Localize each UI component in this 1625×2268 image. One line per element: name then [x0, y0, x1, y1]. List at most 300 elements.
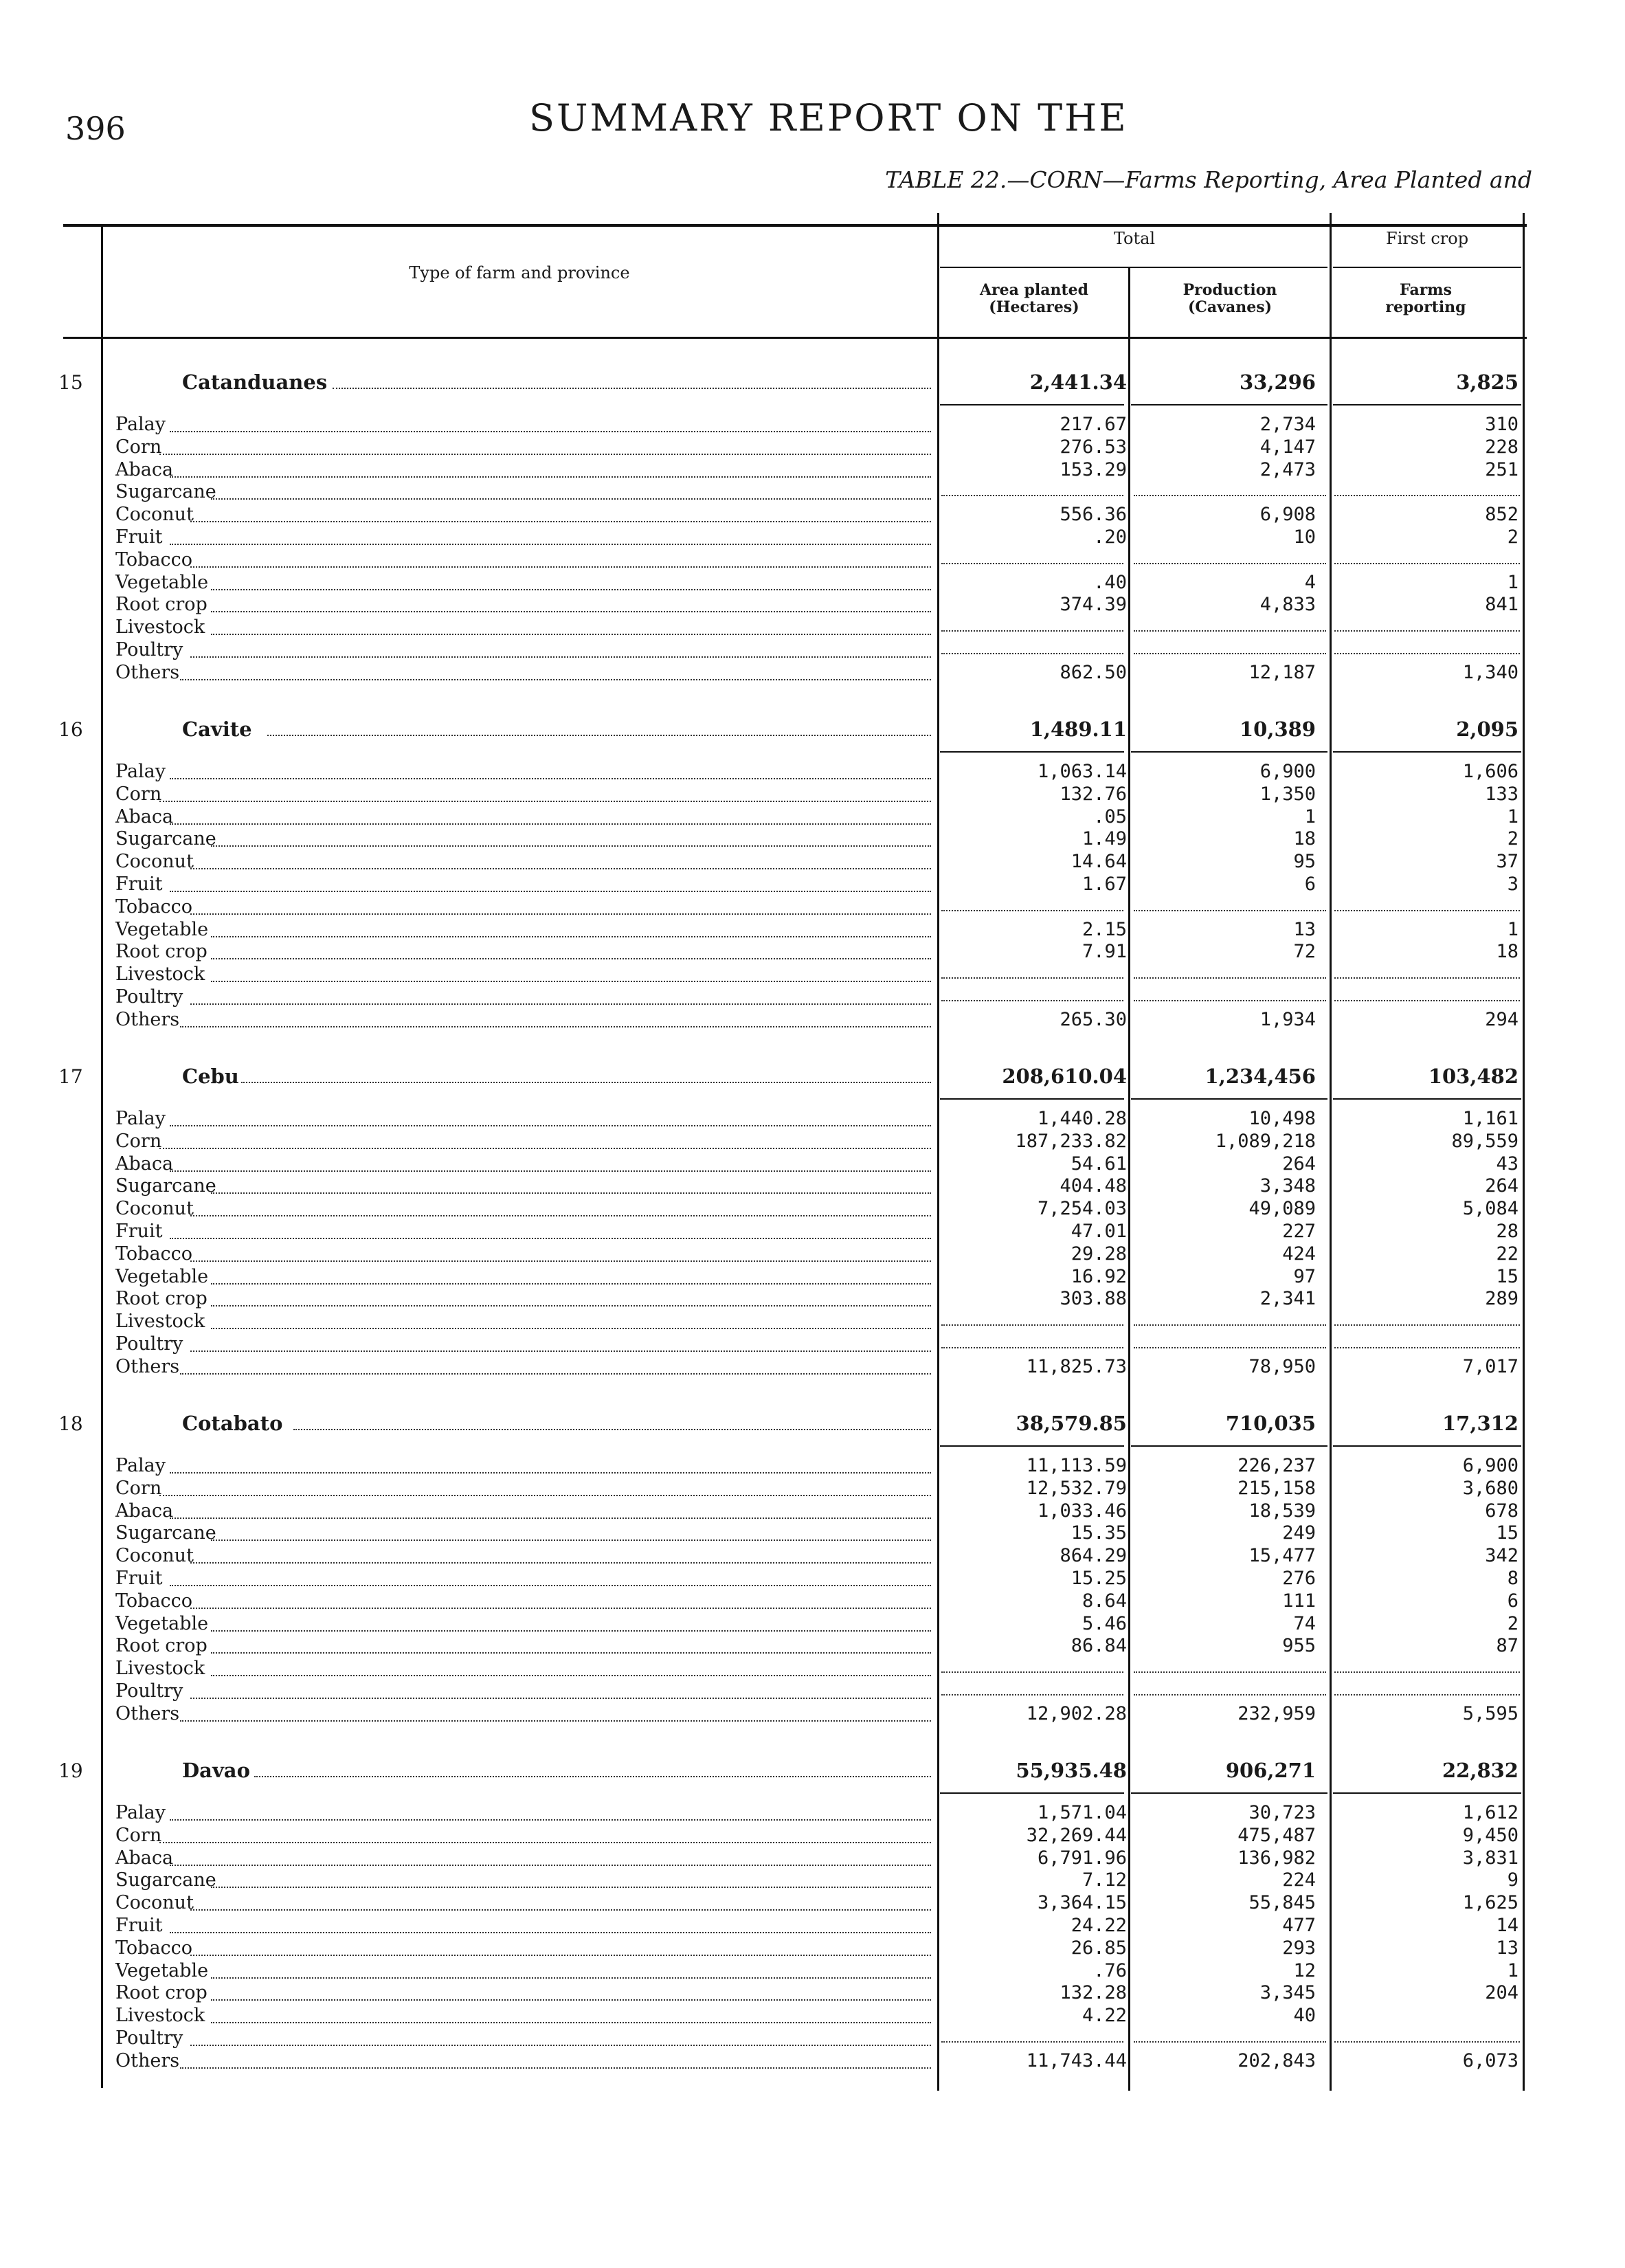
row-area: 7.91	[1082, 941, 1127, 962]
province-total-rule	[940, 1098, 1124, 1100]
row-farms: 15	[1496, 1522, 1518, 1544]
row-production: 18	[1293, 828, 1316, 849]
row-area: 3,364.15	[1037, 1892, 1127, 1913]
row-production: 475,487	[1237, 1825, 1316, 1846]
province-name-text: Davao	[182, 1759, 254, 1782]
blank-row-dots	[1334, 1671, 1520, 1673]
production-header: Production (Cavanes)	[1183, 281, 1277, 316]
farm-type-label	[115, 2050, 183, 2072]
province-name-text: Cotabato	[182, 1412, 287, 1435]
farm-type-label	[115, 1915, 167, 1937]
farm-type-label	[115, 1009, 183, 1031]
province-total-rule	[1131, 751, 1327, 753]
blank-row-dots	[1134, 1694, 1326, 1696]
farm-type-text: Palay	[115, 1802, 170, 1823]
province-total-rule	[1131, 1098, 1327, 1100]
farm-type-text: Fruit	[115, 874, 167, 895]
farm-type-text: Others	[115, 1703, 183, 1724]
leader-dots	[190, 913, 931, 915]
row-production: 264	[1282, 1153, 1316, 1175]
farm-type-label	[115, 526, 167, 548]
province-total-rule	[940, 1792, 1124, 1794]
leader-dots	[170, 1932, 931, 1933]
leader-dots	[211, 611, 931, 612]
leader-dots	[159, 1495, 931, 1496]
row-area: .40	[1093, 572, 1127, 593]
farm-type-text: Root crop	[115, 941, 212, 962]
row-farms: 2	[1507, 1613, 1518, 1634]
farms-reporting-header: Farms reporting	[1385, 281, 1466, 316]
farm-type-text: Sugarcane	[115, 828, 221, 849]
leader-dots	[333, 388, 931, 389]
row-area: 11,825.73	[1026, 1356, 1127, 1377]
row-area: 14.64	[1071, 851, 1127, 872]
row-area: 32,269.44	[1026, 1825, 1127, 1846]
row-farms: 841	[1485, 594, 1518, 615]
blank-row-dots	[1334, 977, 1520, 979]
leader-dots	[180, 1373, 931, 1375]
table-caption: TABLE 22.—CORN—Farms Reporting, Area Planted and	[885, 166, 1532, 193]
farm-type-text: Root crop	[115, 594, 212, 615]
blank-row-dots	[941, 495, 1123, 496]
leader-dots	[170, 1517, 931, 1519]
row-farms: 1	[1507, 806, 1518, 827]
row-farms: 1,340	[1462, 662, 1518, 683]
row-production: 6,900	[1259, 761, 1316, 782]
leader-dots	[190, 566, 931, 568]
leader-dots	[211, 1539, 931, 1541]
leader-dots	[211, 1977, 931, 1979]
blank-row-dots	[1334, 1694, 1520, 1696]
farm-type-label	[115, 616, 209, 638]
province-total-production: 1,234,456	[1204, 1065, 1316, 1088]
row-farms: 1	[1507, 1960, 1518, 1981]
row-area: 276.53	[1060, 436, 1127, 458]
leader-dots	[190, 1215, 931, 1216]
leader-dots	[180, 1720, 931, 1722]
leader-dots	[190, 1350, 931, 1352]
farm-type-text: Abaca	[115, 1153, 177, 1175]
row-area: 5.46	[1082, 1613, 1127, 1634]
row-production: 227	[1282, 1221, 1316, 1242]
province-total-farms: 17,312	[1442, 1412, 1518, 1435]
row-area: 47.01	[1071, 1221, 1127, 1242]
blank-row-dots	[1134, 1000, 1326, 1001]
farm-type-text: Poultry	[115, 1333, 187, 1355]
farm-type-label	[115, 1590, 197, 1612]
row-farms: 8	[1507, 1568, 1518, 1589]
province-total-rule	[1333, 751, 1521, 753]
farm-type-text: Root crop	[115, 1635, 212, 1656]
row-production: 40	[1293, 2005, 1316, 2026]
row-farms: 5,084	[1462, 1198, 1518, 1219]
farm-type-text: Fruit	[115, 1568, 167, 1589]
row-farms: 6,073	[1462, 2050, 1518, 2071]
farm-type-text: Others	[115, 1009, 183, 1030]
farm-type-label	[115, 1613, 212, 1635]
group-rule-total	[940, 267, 1327, 268]
row-production: 1	[1304, 806, 1316, 827]
farm-type-text: Vegetable	[115, 1266, 212, 1287]
leader-dots	[190, 1260, 931, 1262]
row-farms: 251	[1485, 459, 1518, 480]
farm-type-text: Livestock	[115, 1311, 209, 1332]
row-production: 12	[1293, 1960, 1316, 1981]
province-total-farms: 22,832	[1442, 1759, 1518, 1782]
row-farms: 9	[1507, 1869, 1518, 1891]
row-area: 132.28	[1060, 1982, 1127, 2003]
farm-type-text: Sugarcane	[115, 1522, 221, 1544]
province-total-production: 10,389	[1240, 718, 1316, 741]
farm-type-label	[115, 919, 212, 941]
row-farms: 289	[1485, 1288, 1518, 1309]
farm-type-text: Palay	[115, 414, 170, 435]
row-area: .20	[1093, 526, 1127, 548]
row-farms: 264	[1485, 1175, 1518, 1197]
farm-type-label	[115, 1568, 167, 1590]
farm-type-label	[115, 662, 183, 684]
row-production: 3,345	[1259, 1982, 1316, 2003]
farm-type-text: Coconut	[115, 1892, 198, 1913]
leader-dots	[190, 1562, 931, 1564]
blank-row-dots	[941, 1324, 1123, 1326]
farm-type-label	[115, 1847, 177, 1869]
province-row-number: 15	[58, 371, 83, 394]
leader-dots	[170, 1819, 931, 1821]
province-total-area: 1,489.11	[1029, 718, 1127, 741]
province-row-number: 17	[58, 1065, 83, 1088]
farm-type-label	[115, 459, 177, 481]
row-area: 556.36	[1060, 504, 1127, 525]
blank-row-dots	[1334, 1347, 1520, 1348]
farm-type-label	[115, 414, 170, 436]
farm-type-label	[115, 2027, 187, 2049]
farm-type-text: Vegetable	[115, 1960, 212, 1981]
row-area: 374.39	[1060, 594, 1127, 615]
province-name	[182, 1412, 287, 1434]
farm-type-text: Coconut	[115, 504, 198, 525]
leader-dots	[211, 1328, 931, 1329]
blank-row-dots	[941, 1671, 1123, 1673]
row-farms: 1,161	[1462, 1108, 1518, 1129]
page-number: 396	[65, 110, 126, 147]
row-production: 202,843	[1237, 2050, 1316, 2071]
leader-dots	[170, 1865, 931, 1866]
row-area: 1,571.04	[1037, 1802, 1127, 1823]
row-production: 15,477	[1248, 1545, 1316, 1566]
row-production: 72	[1293, 941, 1316, 962]
farm-type-text: Livestock	[115, 1658, 209, 1679]
row-farms: 3,831	[1462, 1847, 1518, 1869]
province-total-production: 33,296	[1240, 370, 1316, 394]
farm-type-text: Poultry	[115, 2027, 187, 2049]
row-area: 12,902.28	[1026, 1703, 1127, 1724]
farm-type-text: Tobacco	[115, 549, 197, 570]
farm-type-label	[115, 1108, 170, 1130]
row-farms: 37	[1496, 851, 1518, 872]
farm-type-text: Palay	[115, 1455, 170, 1476]
farm-type-text: Tobacco	[115, 1590, 197, 1612]
farm-type-label	[115, 504, 198, 526]
row-production: 224	[1282, 1869, 1316, 1891]
row-farms: 1	[1507, 919, 1518, 940]
row-production: 2,473	[1259, 459, 1316, 480]
blank-row-dots	[941, 653, 1123, 654]
blank-row-dots	[1134, 563, 1326, 564]
row-production: 4,147	[1259, 436, 1316, 458]
farm-type-label	[115, 594, 212, 616]
farm-type-text: Fruit	[115, 1915, 167, 1936]
blank-row-dots	[941, 1694, 1123, 1696]
row-farms: 87	[1496, 1635, 1518, 1656]
farm-type-text: Fruit	[115, 526, 167, 548]
row-farms: 9,450	[1462, 1825, 1518, 1846]
leader-dots	[170, 1585, 931, 1586]
row-farms: 2	[1507, 828, 1518, 849]
leader-dots	[190, 521, 931, 522]
row-area: 11,113.59	[1026, 1455, 1127, 1476]
row-production: 1,089,218	[1215, 1131, 1316, 1152]
farm-type-text: Tobacco	[115, 896, 197, 918]
row-area: 1,440.28	[1037, 1108, 1127, 1129]
province-row-number: 19	[58, 1759, 83, 1782]
farm-type-label	[115, 1356, 183, 1378]
blank-row-dots	[1334, 1324, 1520, 1326]
province-row-number: 16	[58, 718, 83, 741]
leader-dots	[211, 1192, 931, 1194]
farm-type-text: Others	[115, 2050, 183, 2071]
farm-type-text: Abaca	[115, 1847, 177, 1869]
row-farms: 43	[1496, 1153, 1518, 1175]
leader-dots	[190, 1003, 931, 1005]
farm-type-label	[115, 436, 166, 458]
province-total-farms: 103,482	[1428, 1065, 1518, 1088]
farm-type-text: Poultry	[115, 639, 187, 660]
farm-type-text: Poultry	[115, 986, 187, 1008]
row-farms: 133	[1485, 783, 1518, 805]
row-area: .05	[1093, 806, 1127, 827]
province-total-farms: 2,095	[1456, 718, 1518, 741]
leader-dots	[211, 958, 931, 959]
farm-type-label	[115, 896, 197, 918]
blank-row-dots	[941, 630, 1123, 632]
row-farms: 6,900	[1462, 1455, 1518, 1476]
row-area: 1.49	[1082, 828, 1127, 849]
farm-type-text: Corn	[115, 436, 166, 458]
farm-type-label	[115, 1802, 170, 1824]
province-total-area: 208,610.04	[1002, 1065, 1127, 1088]
row-area: 1,033.46	[1037, 1500, 1127, 1522]
leader-dots	[211, 634, 931, 635]
row-farms: 1,625	[1462, 1892, 1518, 1913]
blank-row-dots	[1334, 2041, 1520, 2043]
row-area: 7.12	[1082, 1869, 1127, 1891]
leader-dots	[180, 1026, 931, 1027]
row-production: 95	[1293, 851, 1316, 872]
farm-type-label	[115, 1892, 198, 1914]
blank-row-dots	[1134, 2041, 1326, 2043]
farm-type-text: Tobacco	[115, 1937, 197, 1959]
row-farms: 2	[1507, 526, 1518, 548]
leader-dots	[211, 2022, 931, 2023]
row-area: 24.22	[1071, 1915, 1127, 1936]
table-top-rule	[63, 224, 1527, 227]
province-total-rule	[1131, 1445, 1327, 1447]
leader-dots	[190, 1909, 931, 1911]
leader-dots	[170, 1472, 931, 1474]
blank-row-dots	[941, 563, 1123, 564]
row-farms: 3,680	[1462, 1478, 1518, 1499]
farm-type-label	[115, 1153, 177, 1175]
row-production: 49,089	[1248, 1198, 1316, 1219]
row-farms: 7,017	[1462, 1356, 1518, 1377]
blank-row-dots	[1134, 910, 1326, 911]
row-farms: 89,559	[1451, 1131, 1518, 1152]
total-group-header: Total	[1113, 229, 1156, 248]
farm-type-text: Coconut	[115, 1545, 198, 1566]
farm-type-label	[115, 549, 197, 571]
farm-type-label	[115, 783, 166, 805]
province-total-production: 906,271	[1225, 1759, 1316, 1782]
leader-dots	[211, 1675, 931, 1676]
blank-row-dots	[941, 2041, 1123, 2043]
blank-row-dots	[1134, 630, 1326, 632]
leader-dots	[211, 1630, 931, 1632]
row-production: 3,348	[1259, 1175, 1316, 1197]
row-area: 8.64	[1082, 1590, 1127, 1612]
farm-type-label	[115, 964, 209, 986]
leader-dots	[190, 868, 931, 869]
farm-type-text: Palay	[115, 1108, 170, 1129]
farm-type-text: Fruit	[115, 1221, 167, 1242]
farm-type-text: Vegetable	[115, 919, 212, 940]
farm-type-label	[115, 1982, 212, 2004]
province-row-number: 18	[58, 1412, 83, 1435]
row-production: 1,350	[1259, 783, 1316, 805]
row-farms: 1,612	[1462, 1802, 1518, 1823]
row-farms: 294	[1485, 1009, 1518, 1030]
province-total-farms: 3,825	[1456, 370, 1518, 394]
leader-dots	[159, 801, 931, 802]
row-farms: 14	[1496, 1915, 1518, 1936]
farm-type-text: Livestock	[115, 616, 209, 638]
row-area: .76	[1093, 1960, 1127, 1981]
farm-type-text: Sugarcane	[115, 1175, 221, 1197]
farm-type-label	[115, 2005, 209, 2027]
row-area: 6,791.96	[1037, 1847, 1127, 1869]
leader-dots	[170, 476, 931, 478]
blank-row-dots	[941, 1347, 1123, 1348]
farm-type-text: Vegetable	[115, 1613, 212, 1634]
farm-type-label	[115, 1455, 170, 1477]
blank-row-dots	[1134, 1671, 1326, 1673]
row-production: 78,950	[1248, 1356, 1316, 1377]
province-total-area: 38,579.85	[1016, 1412, 1127, 1435]
farm-type-label	[115, 1243, 197, 1265]
leader-dots	[211, 498, 931, 500]
farm-type-label	[115, 572, 212, 594]
farm-type-label	[115, 1680, 187, 1702]
row-farms: 1	[1507, 572, 1518, 593]
row-area: 86.84	[1071, 1635, 1127, 1656]
blank-row-dots	[1134, 1324, 1326, 1326]
province-name-text: Cavite	[182, 718, 256, 741]
farm-type-text: Coconut	[115, 1198, 198, 1219]
farm-type-text: Corn	[115, 1478, 166, 1499]
farm-type-label	[115, 874, 167, 896]
row-area: 11,743.44	[1026, 2050, 1127, 2071]
farm-type-label	[115, 986, 187, 1008]
row-area: 16.92	[1071, 1266, 1127, 1287]
leader-dots	[180, 679, 931, 680]
farm-type-text: Abaca	[115, 806, 177, 827]
row-area: 2.15	[1082, 919, 1127, 940]
leader-dots	[211, 936, 931, 937]
row-area: 1,063.14	[1037, 761, 1127, 782]
farm-type-text: Others	[115, 1356, 183, 1377]
row-farms: 3	[1507, 874, 1518, 895]
blank-row-dots	[1334, 563, 1520, 564]
farm-type-label	[115, 1658, 209, 1680]
farm-type-text: Coconut	[115, 851, 198, 872]
row-production: 2,341	[1259, 1288, 1316, 1309]
farm-type-text: Vegetable	[115, 572, 212, 593]
province-total-rule	[1333, 1098, 1521, 1100]
province-total-rule	[1131, 1792, 1327, 1794]
row-production: 6,908	[1259, 504, 1316, 525]
blank-row-dots	[1334, 653, 1520, 654]
row-area: 404.48	[1060, 1175, 1127, 1197]
row-area: 54.61	[1071, 1153, 1127, 1175]
row-production: 97	[1293, 1266, 1316, 1287]
farm-type-label	[115, 1198, 198, 1220]
farm-type-label	[115, 481, 221, 503]
farm-type-text: Corn	[115, 783, 166, 805]
row-production: 226,237	[1237, 1455, 1316, 1476]
row-farms: 15	[1496, 1266, 1518, 1287]
row-farms: 852	[1485, 504, 1518, 525]
row-production: 276	[1282, 1568, 1316, 1589]
leader-dots	[190, 656, 931, 658]
leader-dots	[170, 431, 931, 432]
farm-type-label	[115, 1937, 197, 1959]
farm-type-label	[115, 851, 198, 873]
leader-dots	[211, 1305, 931, 1307]
farm-type-label	[115, 1635, 212, 1657]
leader-dots	[170, 1125, 931, 1126]
farm-type-label	[115, 806, 177, 828]
row-farms: 6	[1507, 1590, 1518, 1612]
farm-type-text: Corn	[115, 1131, 166, 1152]
row-production: 2,734	[1259, 414, 1316, 435]
blank-row-dots	[941, 977, 1123, 979]
leader-dots	[180, 2067, 931, 2069]
province-total-rule	[1333, 1445, 1521, 1447]
row-production: 30,723	[1248, 1802, 1316, 1823]
leader-dots	[293, 1429, 931, 1430]
row-production: 6	[1304, 874, 1316, 895]
province-total-rule	[1333, 404, 1521, 405]
leader-dots	[190, 1955, 931, 1956]
farm-type-label	[115, 1266, 212, 1288]
farm-type-label	[115, 1311, 209, 1333]
farm-type-label	[115, 1522, 221, 1544]
row-production: 12,187	[1248, 662, 1316, 683]
province-name-text: Catanduanes	[182, 370, 331, 394]
farm-type-label	[115, 1500, 177, 1522]
row-area: 29.28	[1071, 1243, 1127, 1265]
leader-dots	[190, 2045, 931, 2046]
